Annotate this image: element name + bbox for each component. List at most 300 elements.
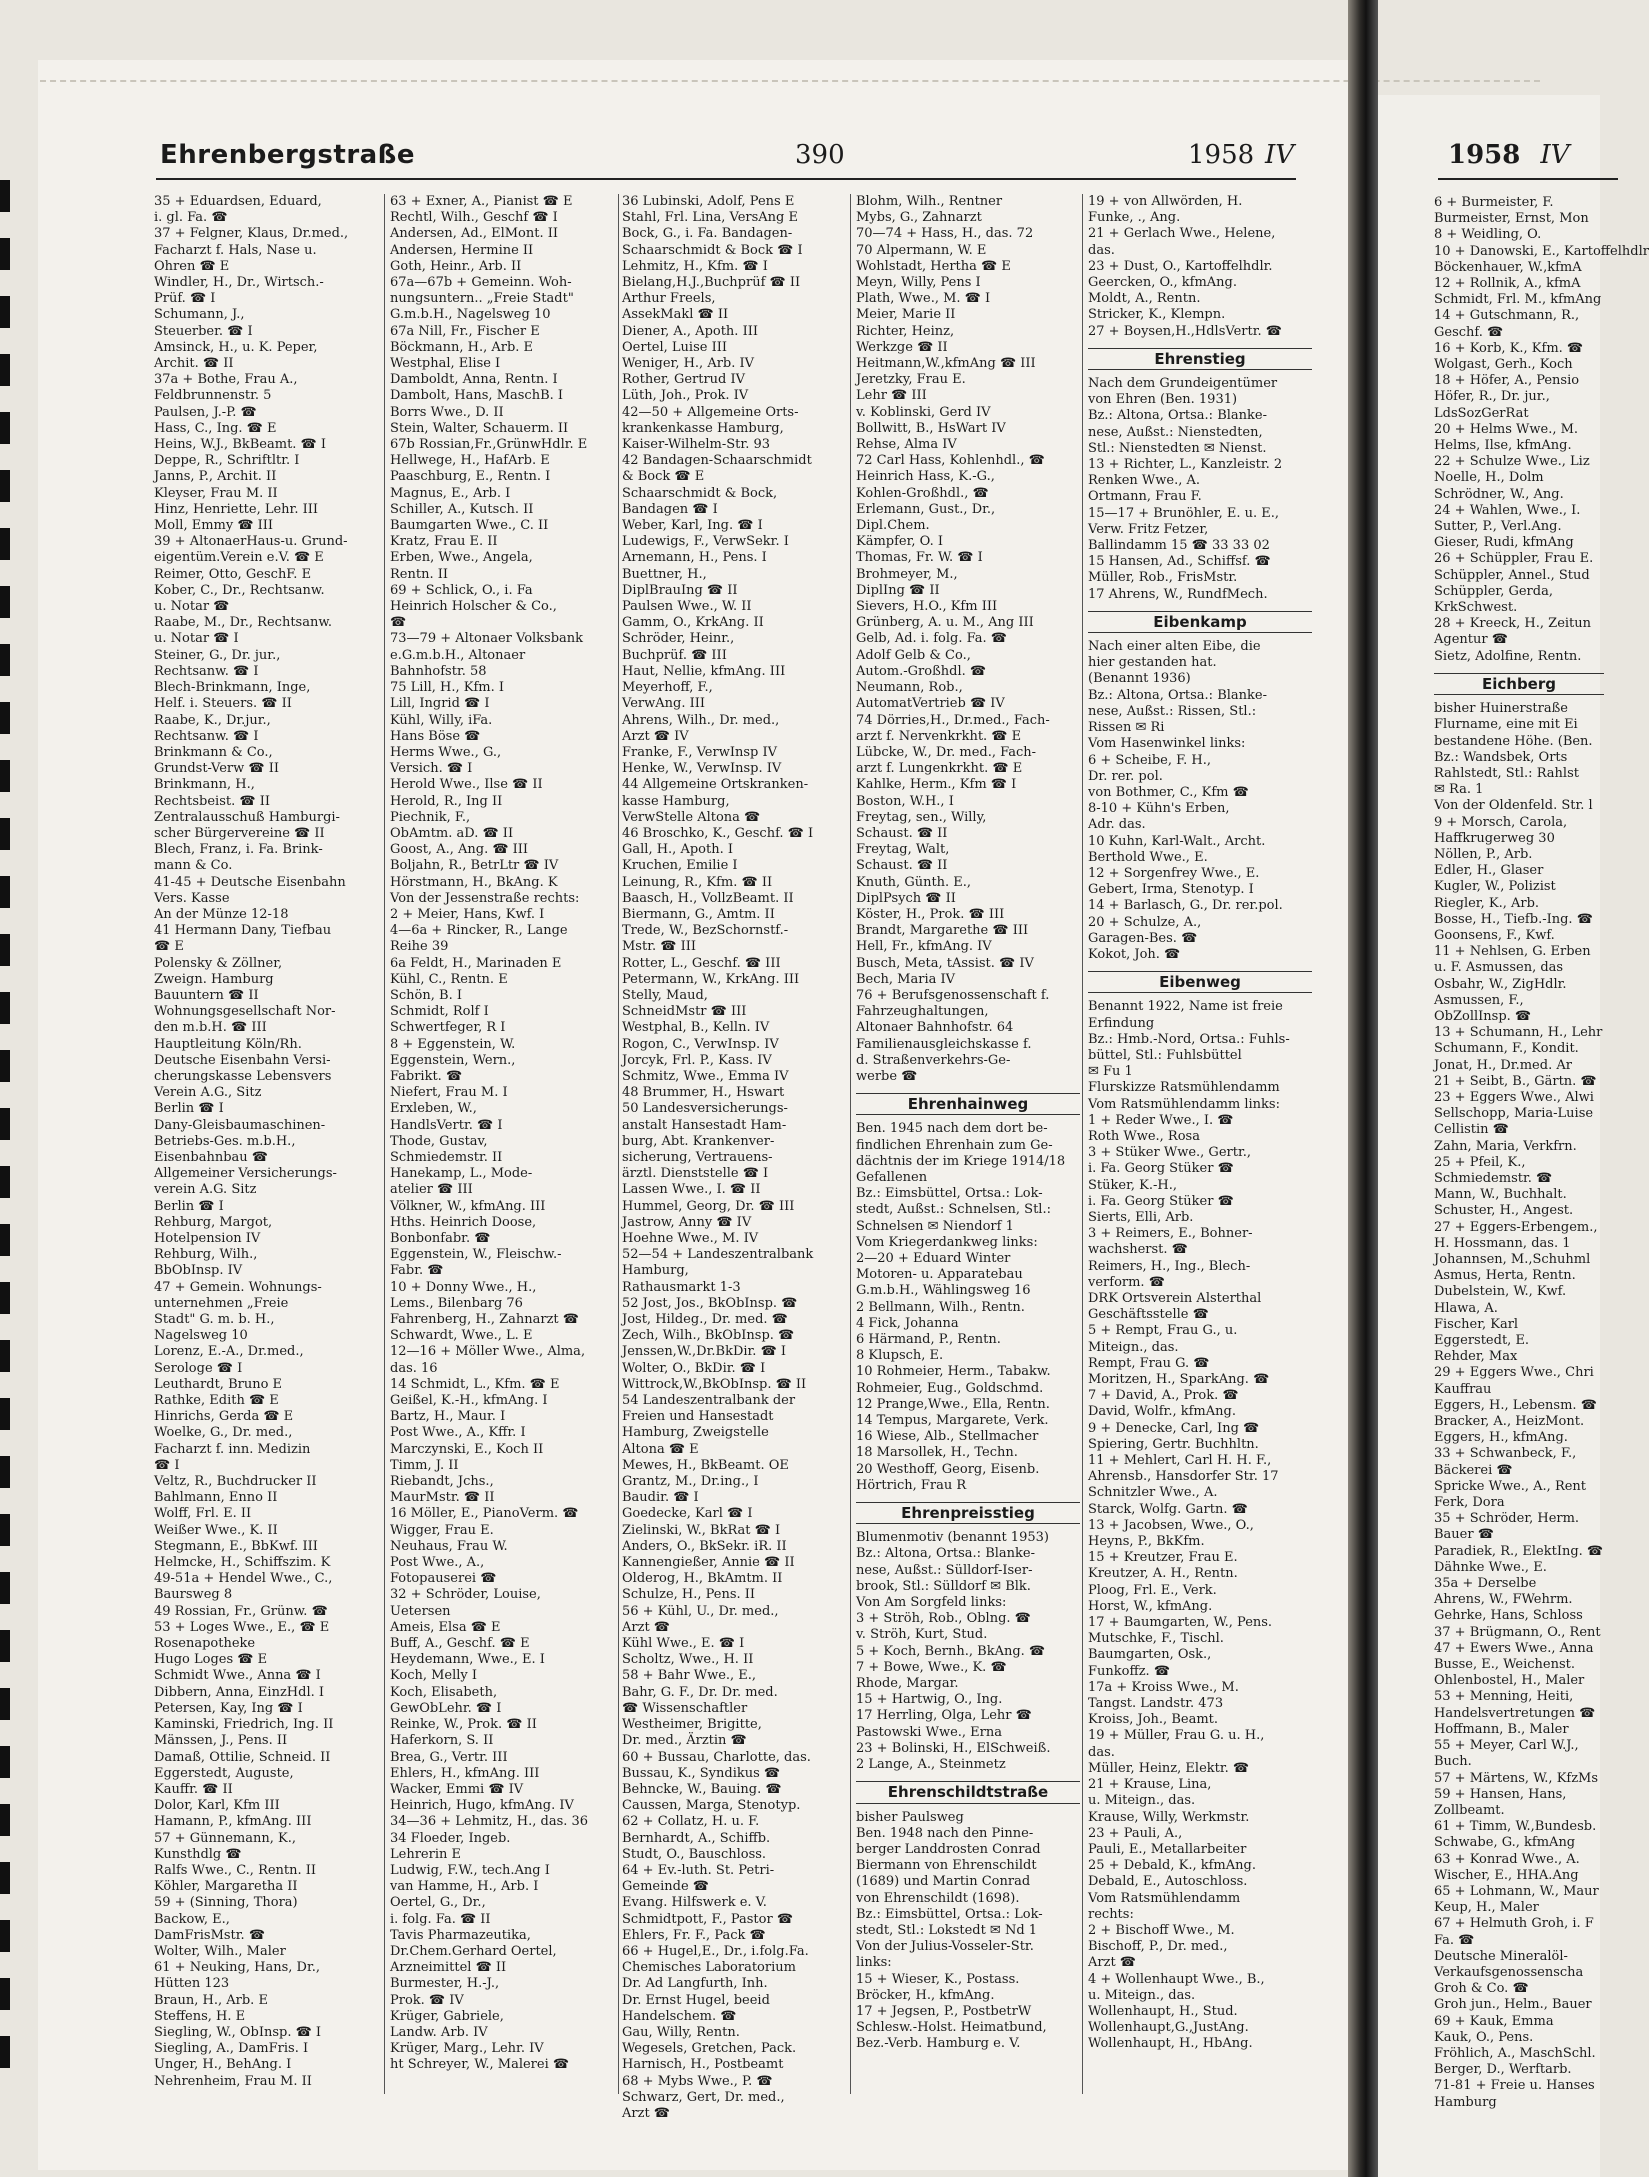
directory-entry: Rechtl, Wilh., Geschf ☎ I (390, 210, 558, 226)
directory-entry: 23 + Pauli, A., (1088, 1825, 1183, 1841)
directory-entry: Arzt ☎ (1088, 1955, 1137, 1971)
directory-entry: Wolter, Wilh., Maler (154, 1943, 286, 1959)
directory-entry: Olderog, H., BkAmtm. II (622, 1571, 783, 1587)
directory-entry: verform. ☎ (1088, 1274, 1165, 1290)
directory-entry: Adr. das. (1088, 817, 1146, 833)
directory-entry: Schwertfeger, R I (390, 1020, 506, 1036)
directory-entry: Mybs, G., Zahnarzt (856, 210, 982, 226)
directory-entry: Dr. Ad Langfurth, Inh. (622, 1976, 768, 1992)
directory-entry: Arzt ☎ (622, 1619, 671, 1635)
directory-entry: 55 + Meyer, Carl W.J., (1434, 1738, 1579, 1754)
directory-entry: Rhode, Margar. (856, 1676, 959, 1692)
directory-entry: Mann, W., Buchhalt. (1434, 1187, 1567, 1203)
directory-entry: 20 + Schulze, A., (1088, 914, 1202, 930)
directory-entry: Hoffmann, B., Maler (1434, 1721, 1569, 1737)
directory-entry: 18 Marsollek, H., Techn. (856, 1445, 1018, 1461)
directory-entry: Haferkorn, S. II (390, 1733, 494, 1749)
directory-entry: Blohm, Wilh., Rentner (856, 194, 1003, 209)
directory-entry: DRK Ortsverein Alsterthal (1088, 1291, 1262, 1306)
directory-entry: Bz.: Altona, Ortsa.: Blanke- (856, 1546, 1035, 1562)
directory-entry: Goth, Heinr., Arb. II (390, 258, 522, 274)
directory-entry: 49-51a + Hendel Wwe., C., (154, 1571, 333, 1587)
directory-entry: 20 Westhoff, Georg, Eisenb. (856, 1461, 1040, 1477)
directory-entry: 20 + Helms Wwe., M. (1434, 421, 1579, 437)
directory-entry: Wegesels, Gretchen, Pack. (622, 2041, 797, 2057)
directory-entry: Hamburg, (622, 1263, 689, 1279)
directory-entry: Heitmann,W.,kfmAng ☎ III (856, 356, 1036, 372)
directory-entry: Rosenapotheke (154, 1636, 256, 1652)
directory-entry: Gieser, Rudi, kfmAng (1434, 535, 1574, 551)
directory-entry: Jenssen,W.,Dr.BkDir. ☎ I (622, 1344, 787, 1360)
directory-entry: 58 + Bahr Wwe., E., (622, 1668, 757, 1684)
directory-entry: (1689) und Martin Conrad (856, 1874, 1031, 1890)
directory-entry: Baasch, H., VollzBeamt. II (622, 890, 794, 906)
directory-entry: Wischer, E., HHA.Ang (1434, 1867, 1579, 1883)
directory-entry: Osbahr, W., ZigHdlr. (1434, 976, 1567, 992)
directory-entry: Kruchen, Emilie I (622, 858, 738, 874)
directory-entry: Heinrich Hass, K.-G., (856, 469, 995, 485)
directory-entry: arzt f. Nervenkrkht. ☎ E (856, 728, 1022, 744)
directory-entry: Bz.: Eimsbüttel, Ortsa.: Lok- (856, 1906, 1043, 1922)
directory-entry: Groh & Co. ☎ (1434, 1981, 1529, 1997)
directory-entry: Veltz, R., Buchdrucker II (154, 1474, 317, 1490)
directory-entry: Eggenstein, W., Fleischw.- (390, 1247, 562, 1263)
column-5 (1088, 194, 1312, 2053)
directory-entry: Grundst-Verw ☎ II (154, 761, 279, 777)
directory-entry: Rehburg, Wilh., (154, 1247, 258, 1263)
directory-entry: Marczynski, E., Koch II (390, 1441, 544, 1457)
directory-entry: Bahnhofstr. 58 (390, 663, 487, 679)
directory-entry: 12—16 + Möller Wwe., Alma, (390, 1344, 586, 1360)
directory-entry: G.m.b.H., Wählingsweg 16 (856, 1283, 1031, 1299)
directory-entry: Bz.: Hmb.-Nord, Ortsa.: Fuhls- (1088, 1031, 1290, 1047)
directory-entry: Fischer, Karl (1434, 1316, 1519, 1332)
directory-entry: Riegler, K., Arb. (1434, 895, 1540, 911)
directory-entry: Ludwig, F.W., tech.Ang I (390, 1862, 550, 1878)
column-3 (622, 194, 846, 2122)
directory-entry: Buettner, H., (622, 566, 707, 582)
directory-entry: Steffens, H. E (154, 2008, 246, 2024)
directory-entry: Renken Wwe., A. (1088, 473, 1201, 489)
directory-entry: Eggerstedt, Auguste, (154, 1765, 294, 1781)
directory-entry: Bischoff, P., Dr. med., (1088, 1939, 1228, 1955)
directory-entry: Stüker, K.-H., (1088, 1177, 1177, 1193)
directory-entry: Deppe, R., Schriftltr. I (154, 453, 300, 469)
directory-entry: 71-81 + Freie u. Hanses (1434, 2078, 1595, 2094)
directory-entry: Lüth, Joh., Prok. IV (622, 388, 749, 404)
directory-entry: 10 Kuhn, Karl-Walt., Archt. (1088, 833, 1266, 849)
directory-entry: scher Bürgervereine ☎ II (154, 825, 325, 841)
street-heading: Ehrenstieg (1088, 348, 1312, 370)
directory-entry: Buff, A., Geschf. ☎ E (390, 1636, 530, 1652)
directory-entry: 34 Floeder, Ingeb. (390, 1830, 511, 1846)
directory-entry: Berlin ☎ I (154, 1101, 224, 1117)
directory-entry: 3 + Stüker Wwe., Gertr., (1088, 1145, 1251, 1161)
directory-entry: Geschf. ☎ (1434, 324, 1504, 340)
directory-entry: 10 + Danowski, E., Kartoffelhdlr (1434, 243, 1649, 259)
directory-entry: Baumgarten, Osk., (1088, 1647, 1212, 1663)
directory-entry: VerwStelle Altona ☎ (622, 809, 761, 825)
directory-entry: den m.b.H. ☎ III (154, 1020, 267, 1036)
directory-entry: Fa. ☎ (1434, 1932, 1475, 1948)
directory-entry: Garagen-Bes. ☎ (1088, 930, 1198, 946)
directory-entry: 5 + Rempt, Frau G., u. (1088, 1323, 1238, 1339)
directory-entry: KrkSchwest. (1434, 600, 1518, 616)
directory-entry: Unger, H., BehAng. I (154, 2057, 292, 2073)
directory-entry: Wohlstadt, Hertha ☎ E (856, 258, 1011, 274)
directory-entry: Geschäftsstelle ☎ (1088, 1307, 1209, 1323)
directory-entry: 57 + Märtens, W., KfzMs (1434, 1770, 1599, 1786)
directory-entry: Von der Julius-Vosseler-Str. (856, 1939, 1034, 1955)
directory-entry: Hinz, Henriette, Lehr. III (154, 501, 319, 517)
directory-entry: Westphal, Elise I (390, 356, 501, 372)
directory-entry: das. 16 (390, 1360, 438, 1376)
directory-entry: 61 + Timm, W.,Bundesb. (1434, 1819, 1597, 1835)
directory-entry: von Ehren (Ben. 1931) (1088, 392, 1238, 408)
directory-entry: Rathke, Edith ☎ E (154, 1393, 279, 1409)
directory-entry: Schmidt, Rolf I (390, 1004, 489, 1020)
directory-entry: nese, Außst.: Nienstedten, (1088, 424, 1263, 440)
directory-entry: Bussau, K., Syndikus ☎ (622, 1765, 781, 1781)
directory-entry: 6 + Burmeister, F. (1434, 195, 1554, 210)
directory-entry: Stegmann, E., BbKwf. III (154, 1538, 318, 1554)
directory-entry: Hinrichs, Gerda ☎ E (154, 1409, 294, 1425)
directory-entry: Rahlstedt, Stl.: Rahlst (1434, 765, 1579, 781)
directory-entry: Reihe 39 (390, 939, 449, 955)
directory-entry: Rogon, C., VerwInsp. IV (622, 1036, 779, 1052)
directory-entry: 37 + Felgner, Klaus, Dr.med., (154, 226, 349, 242)
directory-entry: Mstr. ☎ III (622, 939, 696, 955)
top-dashed-line (40, 80, 1540, 82)
directory-entry: 2 Bellmann, Wilh., Rentn. (856, 1299, 1025, 1315)
header-year: 1958 (1188, 140, 1255, 170)
directory-entry: ☎ Wissenschaftler (622, 1700, 748, 1716)
directory-entry: Niefert, Frau M. I (390, 1085, 508, 1101)
directory-entry: Asmus, Herta, Rentn. (1434, 1268, 1576, 1284)
directory-entry: Gebert, Irma, Stenotyp. I (1088, 882, 1254, 898)
directory-entry: Bernhardt, A., Schiffb. (622, 1830, 771, 1846)
directory-entry: 16 + Korb, K., Kfm. ☎ (1434, 340, 1584, 356)
directory-entry: Rechtsanw. ☎ I (154, 663, 259, 679)
directory-entry: 76 + Berufsgenossenschaft f. (856, 987, 1050, 1003)
directory-entry: Herms Wwe., G., (390, 744, 502, 760)
directory-entry: Dambolt, Hans, MaschB. I (390, 388, 564, 404)
directory-entry: Kratz, Frau E. II (390, 534, 498, 550)
directory-entry: Altonaer Bahnhofstr. 64 (856, 1020, 1014, 1036)
directory-entry: ObAmtm. aD. ☎ II (390, 825, 514, 841)
directory-entry: Schwarz, Gert, Dr. med., (622, 2089, 785, 2105)
directory-entry: 35 + Eduardsen, Eduard, (154, 194, 322, 209)
directory-entry: 24 + Wahlen, Wwe., I. (1434, 502, 1581, 518)
directory-entry: 60 + Bussau, Charlotte, das. (622, 1749, 811, 1765)
directory-entry: 16 Möller, E., PianoVerm. ☎ (390, 1506, 579, 1522)
directory-entry: Wohnungsgesellschaft Nor- (154, 1004, 336, 1020)
directory-entry: v. Koblinski, Gerd IV (856, 404, 991, 420)
directory-entry: Erxleben, W., (390, 1101, 477, 1117)
directory-entry: Thode, Gustav, (390, 1133, 488, 1149)
directory-entry: 73—79 + Altonaer Volksbank (390, 631, 584, 647)
directory-entry: 19 + von Allwörden, H. (1088, 194, 1243, 209)
directory-entry: 11 + Mehlert, Carl H. H. F., (1088, 1453, 1272, 1469)
directory-entry: Dipl.Chem. (856, 518, 930, 534)
directory-entry: 17 + Baumgarten, W., Pens. (1088, 1615, 1273, 1631)
directory-entry: bisher Huinerstraße (1434, 701, 1568, 717)
book-binding (1348, 0, 1378, 2177)
directory-entry: Vom Kriegerdankweg links: (856, 1234, 1038, 1250)
directory-entry: Damboldt, Anna, Rentn. I (390, 372, 558, 388)
directory-entry: DiplIng ☎ II (856, 582, 940, 598)
directory-entry: Müller, Heinz, Elektr. ☎ (1088, 1760, 1250, 1776)
directory-entry: 69 + Kauk, Emma (1434, 2013, 1554, 2029)
column-divider (384, 194, 385, 2094)
directory-entry: 12 + Rollnik, A., kfmA (1434, 276, 1581, 292)
directory-entry: ht Schreyer, W., Malerei ☎ (390, 2057, 570, 2073)
directory-entry: Dubelstein, W., Kwf. (1434, 1284, 1567, 1300)
directory-entry: Verein A.G., Sitz (154, 1085, 262, 1101)
directory-entry: Rechtsanw. ☎ I (154, 728, 259, 744)
directory-entry: Studt, O., Bauschloss. (622, 1846, 767, 1862)
directory-entry: Trede, W., BezSchornstf.- (622, 923, 789, 939)
directory-entry: 5 + Koch, Bernh., BkAng. ☎ (856, 1643, 1046, 1659)
directory-entry: Leuthardt, Bruno E (154, 1376, 283, 1392)
directory-entry: Magnus, E., Arb. I (390, 485, 511, 501)
directory-entry: Biermann, G., Amtm. II (622, 906, 775, 922)
directory-entry: 68 + Mybs Wwe., P. ☎ (622, 2073, 773, 2089)
directory-entry: 14 + Gutschmann, R., (1434, 308, 1580, 324)
directory-entry: Bartz, H., Maur. I (390, 1409, 506, 1425)
directory-entry: Gall, H., Apoth. I (622, 842, 733, 858)
directory-entry: Betriebs-Ges. m.b.H., (154, 1133, 296, 1149)
directory-entry: cherungskasse Lebensvers (154, 1068, 332, 1084)
directory-entry: Zech, Wilh., BkObInsp. ☎ (622, 1328, 795, 1344)
directory-entry: Dolor, Karl, Kfm III (154, 1798, 280, 1814)
directory-entry: Wacker, Emmi ☎ IV (390, 1781, 524, 1797)
directory-entry: nese, Außst.: Sülldorf-Iser- (856, 1562, 1033, 1578)
directory-entry: Hass, C., Ing. ☎ E (154, 420, 277, 436)
directory-entry: Berger, D., Werftarb. (1434, 2062, 1572, 2078)
directory-entry: Arthur Freels, (622, 291, 716, 307)
directory-entry: u. Notar ☎ (154, 599, 230, 615)
directory-entry: Anders, O., BkSekr. iR. II (622, 1538, 787, 1554)
directory-entry: Rathausmarkt 1-3 (622, 1279, 741, 1295)
directory-entry: Andersen, Hermine II (390, 242, 534, 258)
directory-entry: Brea, G., Vertr. III (390, 1749, 508, 1765)
directory-entry: Freytag, Walt, (856, 842, 950, 858)
directory-entry: 49 Rossian, Fr., Grünw. ☎ (154, 1603, 328, 1619)
directory-entry: Heyns, P., BkKfm. (1088, 1534, 1205, 1550)
directory-entry: Keup, H., Maler (1434, 1900, 1539, 1916)
directory-entry: BbObInsp. IV (154, 1263, 243, 1279)
directory-entry: Flurskizze Ratsmühlendamm (1088, 1080, 1280, 1096)
directory-entry: 10 Rohmeier, Herm., Tabakw. (856, 1364, 1051, 1380)
directory-entry: Feldbrunnenstr. 5 (154, 388, 272, 404)
next-page (1378, 95, 1649, 2177)
directory-entry: Siegling, W., ObInsp. ☎ I (154, 2024, 322, 2040)
directory-entry: 29 + Eggers Wwe., Chri (1434, 1365, 1594, 1381)
directory-entry: Hlawa, A. (1434, 1300, 1498, 1316)
directory-entry: 67 + Helmuth Groh, i. F (1434, 1916, 1594, 1932)
directory-entry: Lems., Bilenbarg 76 (390, 1295, 523, 1311)
directory-entry: Altona ☎ E (622, 1441, 699, 1457)
directory-entry: 54 Landeszentralbank der (622, 1393, 796, 1409)
directory-entry: u. Notar ☎ I (154, 631, 239, 647)
directory-entry: Wolff, Frl. E. II (154, 1506, 252, 1522)
directory-entry: 62 + Collatz, H. u. F. (622, 1814, 760, 1830)
directory-entry: 39 + AltonaerHaus-u. Grund- (154, 534, 348, 550)
directory-entry: 21 + Seibt, B., Gärtn. ☎ (1434, 1073, 1597, 1089)
directory-entry: Schlesw.-Holst. Heimatbund, (856, 2020, 1047, 2036)
directory-entry: Archit. ☎ II (154, 356, 234, 372)
directory-entry: Schrödner, W., Ang. (1434, 486, 1564, 502)
directory-entry: 13 + Richter, L., Kanzleistr. 2 (1088, 457, 1283, 473)
directory-entry: Grantz, M., Dr.ing., I (622, 1474, 759, 1490)
directory-entry: Bez.-Verb. Hamburg e. V. (856, 2036, 1021, 2052)
directory-entry: Hanekamp, L., Mode- (390, 1166, 533, 1182)
directory-entry: Reimers, H., Ing., Blech- (1088, 1258, 1251, 1274)
directory-entry: Wigger, Frau E. (390, 1522, 494, 1538)
directory-entry: Raabe, M., Dr., Rechtsanw. (154, 615, 333, 631)
directory-entry: stedt, Außst.: Schnelsen, Stl.: (856, 1202, 1051, 1218)
directory-entry: Erfindung (1088, 1015, 1155, 1031)
directory-entry: anstalt Hansestadt Ham- (622, 1117, 787, 1133)
directory-entry: Koch, Elisabeth, (390, 1684, 498, 1700)
directory-entry: Krüger, Marg., Lehr. IV (390, 2041, 544, 2057)
directory-entry: Vom Ratsmühlendamm (1088, 1890, 1241, 1906)
directory-entry: Nehrenheim, Frau M. II (154, 2073, 312, 2089)
directory-entry: Biermann von Ehrenschildt (856, 1858, 1037, 1874)
directory-entry: Eggers, H., kfmAng. (1434, 1430, 1568, 1446)
directory-entry: Richter, Heinz, (856, 323, 955, 339)
directory-entry: Mewes, H., BkBeamt. OE (622, 1457, 789, 1473)
directory-entry: 2 + Meier, Hans, Kwf. I (390, 906, 545, 922)
directory-entry: 6a Feldt, H., Marinaden E (390, 955, 562, 971)
directory-entry: Meyn, Willy, Pens I (856, 275, 981, 291)
directory-entry: Handelschem. ☎ (622, 2008, 737, 2024)
directory-entry: Vom Hasenwinkel links: (1088, 736, 1246, 752)
directory-entry: Verw. Fritz Fetzer, (1088, 521, 1209, 537)
directory-entry: Nagelsweg 10 (154, 1328, 248, 1344)
directory-entry: SchneidMstr ☎ III (622, 1004, 747, 1020)
directory-entry: Ahrens, Wilh., Dr. med., (622, 712, 780, 728)
directory-entry: Nöllen, P., Arb. (1434, 846, 1533, 862)
directory-entry: Petermann, W., KrkAng. III (622, 971, 800, 987)
directory-entry: Lehr ☎ III (856, 388, 927, 404)
directory-entry: Dibbern, Anna, EinzHdl. I (154, 1684, 325, 1700)
directory-entry: Von der Oldenfeld. Str. l (1434, 798, 1593, 814)
directory-entry: Ahrens, W., FWehrm. (1434, 1592, 1573, 1608)
directory-entry: Bandagen ☎ I (622, 501, 718, 517)
directory-entry: ✉ Ra. 1 (1434, 782, 1484, 798)
directory-entry: Kühl Wwe., E. ☎ I (622, 1636, 745, 1652)
directory-entry: Schüppler, Annel., Stud (1434, 567, 1590, 583)
directory-entry: Weber, Karl, Ing. ☎ I (622, 518, 763, 534)
directory-entry: Funkoffz. ☎ (1088, 1663, 1171, 1679)
directory-entry: Hummel, Georg, Dr. ☎ III (622, 1198, 795, 1214)
directory-entry: Köster, H., Prok. ☎ III (856, 906, 1005, 922)
directory-entry: Harnisch, H., Postbeamt (622, 2057, 784, 2073)
directory-entry: David, Wolfr., kfmAng. (1088, 1404, 1236, 1420)
directory-entry: Jeretzky, Frau E. (856, 372, 966, 388)
directory-entry: 70 Alpermann, W. E (856, 242, 987, 258)
directory-entry: Fahrenberg, H., Zahnarzt ☎ (390, 1312, 579, 1328)
directory-entry: Petersen, Kay, Ing ☎ I (154, 1700, 303, 1716)
directory-entry: i. Fa. Georg Stüker ☎ (1088, 1193, 1234, 1209)
directory-entry: 22 + Schulze Wwe., Liz (1434, 454, 1590, 470)
directory-entry: Westphal, B., Kelln. IV (622, 1020, 770, 1036)
directory-entry: 36 Lubinski, Adolf, Pens E (622, 194, 795, 209)
directory-entry: Jorcyk, Frl. P., Kass. IV (622, 1052, 772, 1068)
directory-entry: Wollenhaupt, H., HbAng. (1088, 2036, 1253, 2052)
directory-entry: Pastowski Wwe., Erna (856, 1724, 1003, 1740)
directory-entry: Polensky & Zöllner, (154, 955, 283, 971)
directory-entry: Ludewigs, F., VerwSekr. I (622, 534, 789, 550)
directory-entry: Spricke Wwe., A., Rent (1434, 1478, 1587, 1494)
directory-entry: ☎ (390, 615, 407, 631)
directory-entry: Agentur ☎ (1434, 632, 1508, 648)
directory-entry: 15—17 + Brunöhler, E. u. E., (1088, 505, 1280, 521)
directory-entry: Heydemann, Wwe., E. I (390, 1652, 545, 1668)
directory-entry: 6 + Scheibe, F. H., (1088, 752, 1211, 768)
directory-entry: 8 + Eggenstein, W. (390, 1036, 516, 1052)
directory-entry: 16 Wiese, Alb., Stellmacher (856, 1429, 1039, 1445)
directory-entry: 4 + Wollenhaupt Wwe., B., (1088, 1971, 1265, 1987)
directory-entry: Koch, Melly I (390, 1668, 478, 1684)
directory-entry: 14 Tempus, Margarete, Verk. (856, 1413, 1049, 1429)
directory-entry: 4—6a + Rincker, R., Lange (390, 923, 568, 939)
directory-entry: 35 + Schröder, Herm. (1434, 1511, 1580, 1527)
directory-entry: Rechtsbeist. ☎ II (154, 793, 270, 809)
directory-entry: Funke, ., Ang. (1088, 210, 1181, 226)
directory-entry: Bracker, A., HeizMont. (1434, 1414, 1585, 1430)
directory-entry: Kokot, Joh. ☎ (1088, 946, 1181, 962)
thumb-index-bars (0, 180, 12, 2094)
directory-entry: Groh jun., Helm., Bauer (1434, 1997, 1592, 2013)
directory-entry: mann & Co. (154, 858, 233, 874)
directory-entry: Freytag, sen., Willy, (856, 809, 987, 825)
directory-entry: Rissen ✉ Ri (1088, 720, 1165, 736)
directory-entry: 3 + Reimers, E., Bohner- (1088, 1226, 1253, 1242)
directory-entry: Jastrow, Anny ☎ IV (622, 1214, 752, 1230)
directory-entry: MaurMstr. ☎ II (390, 1490, 495, 1506)
directory-entry: Janns, P., Archit. II (154, 469, 277, 485)
directory-entry: Paaschburg, E., Rentn. I (390, 469, 551, 485)
directory-entry: Heins, W.J., BkBeamt. ☎ I (154, 437, 327, 453)
directory-entry: Kämpfer, O. I (856, 534, 943, 550)
directory-entry: Goonsens, F., Kwf. (1434, 927, 1555, 943)
directory-entry: Nach einer alten Eibe, die (1088, 639, 1261, 655)
directory-entry: Busse, E., Weichenst. (1434, 1657, 1576, 1673)
directory-entry: 12 + Sorgenfrey Wwe., E. (1088, 865, 1260, 881)
directory-entry: Allgemeiner Versicherungs- (154, 1166, 337, 1182)
directory-entry: Deutsche Mineralöl- (1434, 1948, 1568, 1964)
directory-entry: Riebandt, Jchs., (390, 1474, 494, 1490)
directory-entry: 63 + Konrad Wwe., A. (1434, 1851, 1580, 1867)
directory-entry: Schumann, J., (154, 307, 245, 323)
directory-entry: Gamm, O., KrkAng. II (622, 615, 764, 631)
directory-entry: Gemeinde ☎ (622, 1879, 709, 1895)
directory-entry: 14 Schmidt, L., Kfm. ☎ E (390, 1376, 560, 1392)
directory-entry: Schmitz, Wwe., Emma IV (622, 1068, 789, 1084)
next-page-column (1434, 195, 1649, 2111)
directory-entry: Fabrikt. ☎ (390, 1068, 463, 1084)
directory-entry: Stricker, K., Klempn. (1088, 307, 1226, 323)
directory-entry: 67b Rossian,Fr.,GrünwHdlr. E (390, 437, 588, 453)
directory-entry: 41-45 + Deutsche Eisenbahn (154, 874, 346, 890)
directory-entry: Zweign. Hamburg (154, 971, 274, 987)
directory-entry: Bosse, H., Tiefb.-Ing. ☎ (1434, 911, 1593, 927)
directory-entry: findlichen Ehrenhain zum Ge- (856, 1137, 1053, 1153)
directory-entry: Hugo Loges ☎ E (154, 1652, 268, 1668)
